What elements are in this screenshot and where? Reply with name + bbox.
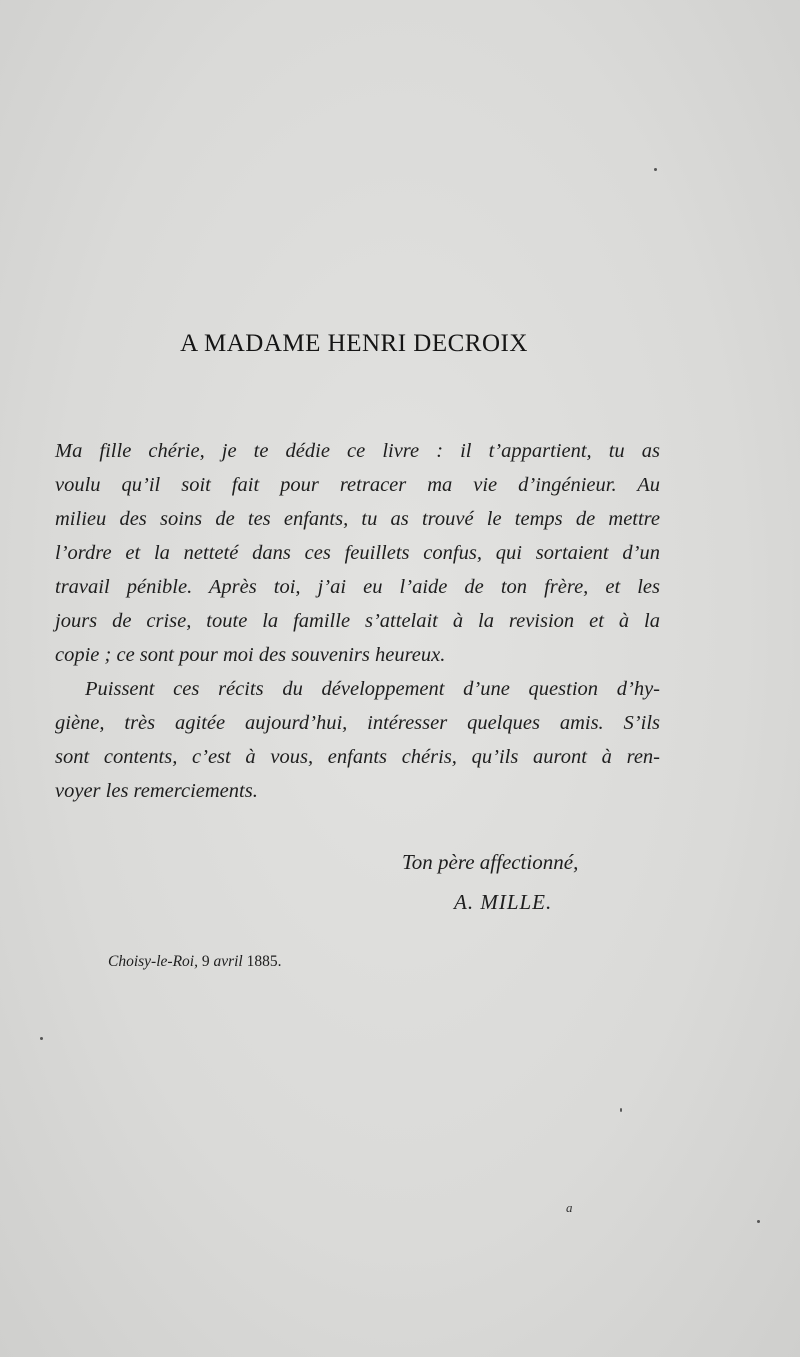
closing-salutation: Ton père affectionné,	[402, 850, 579, 874]
paper-speck	[757, 1220, 760, 1223]
folio-mark: a	[566, 1200, 573, 1215]
text-line: voyer les remerciements.	[55, 780, 258, 802]
closing-block	[402, 842, 578, 922]
place-date	[108, 953, 282, 971]
date-month: avril	[213, 953, 243, 970]
text-line: copie ; ce sont pour moi des souvenirs heureux.	[55, 644, 446, 666]
text-line: travail pénible. Après toi, j’ai eu l’aide de ton frère, et les	[55, 576, 660, 598]
text-line: Puissent ces récits du développement d’une question d’hy-	[85, 678, 660, 700]
date-day: 9	[201, 953, 210, 970]
text-line: l’ordre et la netteté dans ces feuillets confus, qui sortaient d’un	[55, 542, 660, 564]
text-line: sont contents, c’est à vous, enfants chéris, qu’ils auront à ren-	[55, 746, 660, 768]
text-line: milieu des soins de tes enfants, tu as trouvé le temps de mettre	[55, 508, 660, 530]
place-name: Choisy-le-Roi,	[108, 953, 198, 970]
paper-speck	[620, 1108, 622, 1112]
text-line: voulu qu’il soit fait pour retracer ma vie d’ingénieur. Au	[55, 474, 660, 496]
paper-speck	[654, 168, 657, 171]
date-year: 1885.	[246, 953, 282, 970]
signature: A. MILLE.	[454, 890, 553, 914]
text-line: Ma fille chérie, je te dédie ce livre : il t’appartient, tu as	[55, 440, 660, 462]
dedication-text	[55, 434, 660, 808]
text-line: jours de crise, toute la famille s’attelait à la revision et à la	[55, 610, 660, 632]
text-line: giène, très agitée aujourd’hui, intéresser quelques amis. S’ils	[55, 712, 660, 734]
dedication-title: A MADAME HENRI DECROIX	[180, 330, 528, 357]
paper-speck	[40, 1037, 43, 1040]
